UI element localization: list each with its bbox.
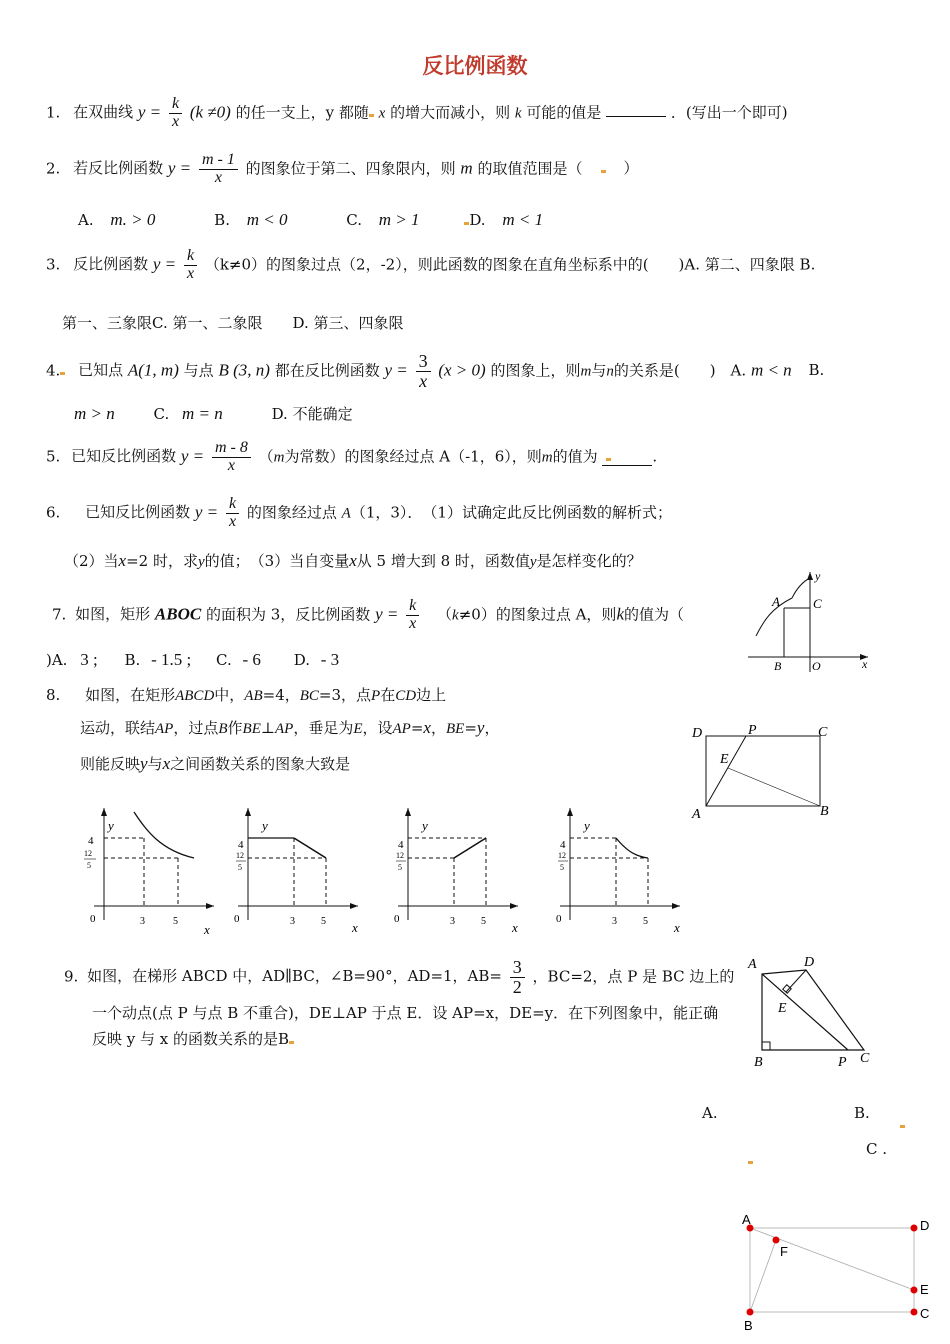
fraction: $\frac{m - 1}{x}$ [199, 152, 238, 187]
svg-text:5: 5 [398, 863, 402, 872]
svg-text:y: y [262, 818, 268, 833]
svg-text:x: x [512, 920, 518, 935]
option-b[interactable]: m < 0 [246, 210, 288, 229]
q8-line3: 则能反映y与x之间函数关系的图象大致是 [80, 754, 351, 773]
option-a[interactable]: 3 ; [80, 650, 98, 669]
label-y: y [815, 569, 821, 583]
svg-text:C: C [920, 1306, 930, 1321]
svg-text:B: B [754, 1055, 763, 1070]
question-9: 9. 如图，在梯形 ABCD 中，AD∥BC，∠B=90°，AD=1，AB= $\frac{3}{2}$ ，BC=2，点 P 是 BC 边上的 [64, 957, 735, 997]
option-d[interactable]: m < 1 [502, 210, 544, 229]
svg-text:C: C [860, 1051, 870, 1066]
option-b[interactable]: m > n [74, 404, 115, 423]
svg-text:12: 12 [558, 851, 566, 860]
svg-text:A: A [748, 957, 757, 972]
svg-text:y: y [584, 818, 590, 833]
svg-text:F: F [780, 1244, 788, 1259]
q9-option-c[interactable]: C . [866, 1140, 888, 1158]
label-a: A [692, 807, 701, 822]
svg-text:y: y [108, 818, 114, 833]
question-6: 6. 已知反比例函数 y = $\frac{k}{x}$ 的图象经过点 A（1，3）． （1）试确定此反比例函数的解析式； [46, 495, 672, 530]
label-p: P [748, 723, 757, 738]
svg-text:0: 0 [556, 913, 562, 925]
question-8: 8. 如图，在矩形ABCD中，AB=4，BC=3，点P在CD边上 [46, 686, 447, 704]
option-d[interactable]: D. 不能确定 [271, 405, 353, 423]
svg-text:3: 3 [140, 916, 145, 927]
label-d: D [692, 726, 703, 741]
q9-option-b[interactable]: B. [854, 1104, 870, 1122]
q7-figure [740, 566, 880, 676]
page-title: 反比例函数 [422, 54, 528, 78]
point-c [911, 1309, 918, 1316]
fraction: $\frac{3}{x}$ [416, 352, 431, 391]
fraction: $\frac{k}{x}$ [169, 96, 182, 131]
q6-line2: （2）当x=2 时，求y的值； （3）当自变量x从 5 增大到 8 时，函数值y是怎样变化的？ [64, 551, 642, 570]
answer-blank[interactable] [602, 447, 652, 466]
question-4: 4. 已知点 A(1, m) 与点 B (3, n) 都在反比例函数 y = $\frac{3}{x}$ (x > 0) 的图象上，则m与n的关系是( ) A. m < n B. [46, 351, 825, 391]
q9-line2: 一个动点(点 P 与点 B 不重合)，DE⊥AP 于点 E．设 AP=x，DE=y．在下列图象中，能正确 [92, 1004, 719, 1022]
svg-text:3: 3 [290, 916, 295, 927]
option-b[interactable]: - 1.5 ; [151, 650, 192, 669]
q8-answer-graphs [80, 800, 700, 940]
svg-text:5: 5 [321, 916, 326, 927]
graph-b [234, 808, 358, 935]
q8-line2: 运动，联结AP，过点B作BE⊥AP，垂足为E，设AP=x，BE=y， [80, 718, 500, 737]
question-7: 7. 如图，矩形 ABOC 的面积为 3，反比例函数 y = $\frac{k}{x}$ （k≠0）的图象过点 A，则k的值为（ [52, 597, 684, 632]
label-c: C [818, 725, 828, 740]
question-2: 2. 若反比例函数 y = $\frac{m - 1}{x}$ 的图象位于第二、四象限内，则 m 的取值范围是（ ） [46, 151, 639, 186]
label-a: A [772, 594, 780, 609]
svg-text:y: y [422, 818, 428, 833]
svg-text:5: 5 [481, 916, 486, 927]
svg-text:4: 4 [560, 839, 566, 851]
point-e [911, 1287, 918, 1294]
option-c[interactable]: - 6 [242, 650, 261, 669]
svg-text:4: 4 [238, 839, 244, 851]
svg-text:D: D [920, 1218, 930, 1233]
label-x: x [862, 657, 868, 671]
fraction: $\frac{k}{x}$ [406, 598, 419, 633]
svg-text:P: P [838, 1055, 847, 1070]
svg-text:3: 3 [612, 916, 617, 927]
svg-text:12: 12 [236, 851, 244, 860]
svg-text:E: E [920, 1282, 929, 1297]
svg-text:0: 0 [90, 913, 96, 925]
label-b: B [774, 659, 782, 673]
fraction: $\frac{3}{2}$ [510, 958, 525, 997]
answer-blank[interactable] [606, 116, 666, 117]
label-o: O [812, 659, 821, 673]
svg-text:E: E [778, 1001, 787, 1016]
bottom-figure [736, 1210, 936, 1340]
label-c: C [813, 596, 822, 611]
svg-text:4: 4 [88, 835, 94, 847]
svg-text:12: 12 [84, 849, 92, 858]
svg-text:D: D [804, 955, 815, 970]
q2-options: A. m. > 0 B. m < 0 C. m > 1 D. m < 1 [78, 210, 544, 229]
svg-text:A: A [742, 1212, 751, 1227]
q3-line2: 第一、三象限C. 第一、二象限 D. 第三、四象限 [62, 314, 404, 332]
svg-text:12: 12 [396, 851, 404, 860]
svg-text:x: x [352, 920, 358, 935]
q9-figure [744, 952, 884, 1072]
mark [748, 1150, 753, 1168]
svg-text:5: 5 [560, 863, 564, 872]
svg-text:x: x [204, 922, 210, 937]
option-c[interactable]: m > 1 [378, 210, 420, 229]
graph-a [84, 808, 214, 937]
option-a[interactable]: m. > 0 [110, 210, 156, 229]
label-b: B [820, 804, 829, 819]
question-3: 3. 反比例函数 y = $\frac{k}{x}$ （k≠0）的图象过点（2，-2），则此函数的图象在直角坐标系中的( )A. 第二、四象限 B. [46, 247, 816, 282]
fraction: $\frac{m - 8}{x}$ [212, 440, 251, 475]
fraction: $\frac{k}{x}$ [226, 496, 239, 531]
question-1: 1. 在双曲线 y = $\frac{k}{x}$ (k ≠0) 的任一支上，y 都随 x 的增大而减小，则 k 可能的值是 ．(写出一个即可) [46, 95, 788, 130]
mark [900, 1114, 905, 1132]
point-d [911, 1225, 918, 1232]
point-f [773, 1237, 780, 1244]
option-c[interactable]: m = n [182, 404, 223, 423]
svg-text:0: 0 [394, 913, 400, 925]
option-d[interactable]: - 3 [320, 650, 340, 669]
fraction: $\frac{k}{x}$ [184, 248, 197, 283]
q8-figure [688, 720, 838, 822]
svg-text:3: 3 [450, 916, 455, 927]
svg-text:0: 0 [234, 913, 240, 925]
svg-text:4: 4 [398, 839, 404, 851]
q9-option-a[interactable]: A. [702, 1104, 718, 1122]
svg-text:x: x [674, 920, 680, 935]
svg-text:5: 5 [173, 916, 178, 927]
svg-text:5: 5 [87, 861, 91, 870]
graph-d [556, 808, 680, 935]
graph-c [394, 808, 518, 935]
question-5: 5. 已知反比例函数 y = $\frac{m - 8}{x}$ （m为常数）的图象经过点 A（-1，6），则m的值为 . [46, 439, 658, 474]
option-a[interactable]: m < n [750, 360, 792, 380]
q7-options: )A. 3 ; B. - 1.5 ; C. - 6 D. - 3 [46, 650, 340, 669]
q4-options: m > n C. m = n D. 不能确定 [74, 404, 353, 423]
svg-text:B: B [744, 1318, 753, 1333]
point-b [747, 1309, 754, 1316]
svg-text:5: 5 [238, 863, 242, 872]
svg-text:5: 5 [643, 916, 648, 927]
label-e: E [720, 752, 729, 767]
q9-line3: 反映 y 与 x 的函数关系的是B [92, 1028, 294, 1049]
